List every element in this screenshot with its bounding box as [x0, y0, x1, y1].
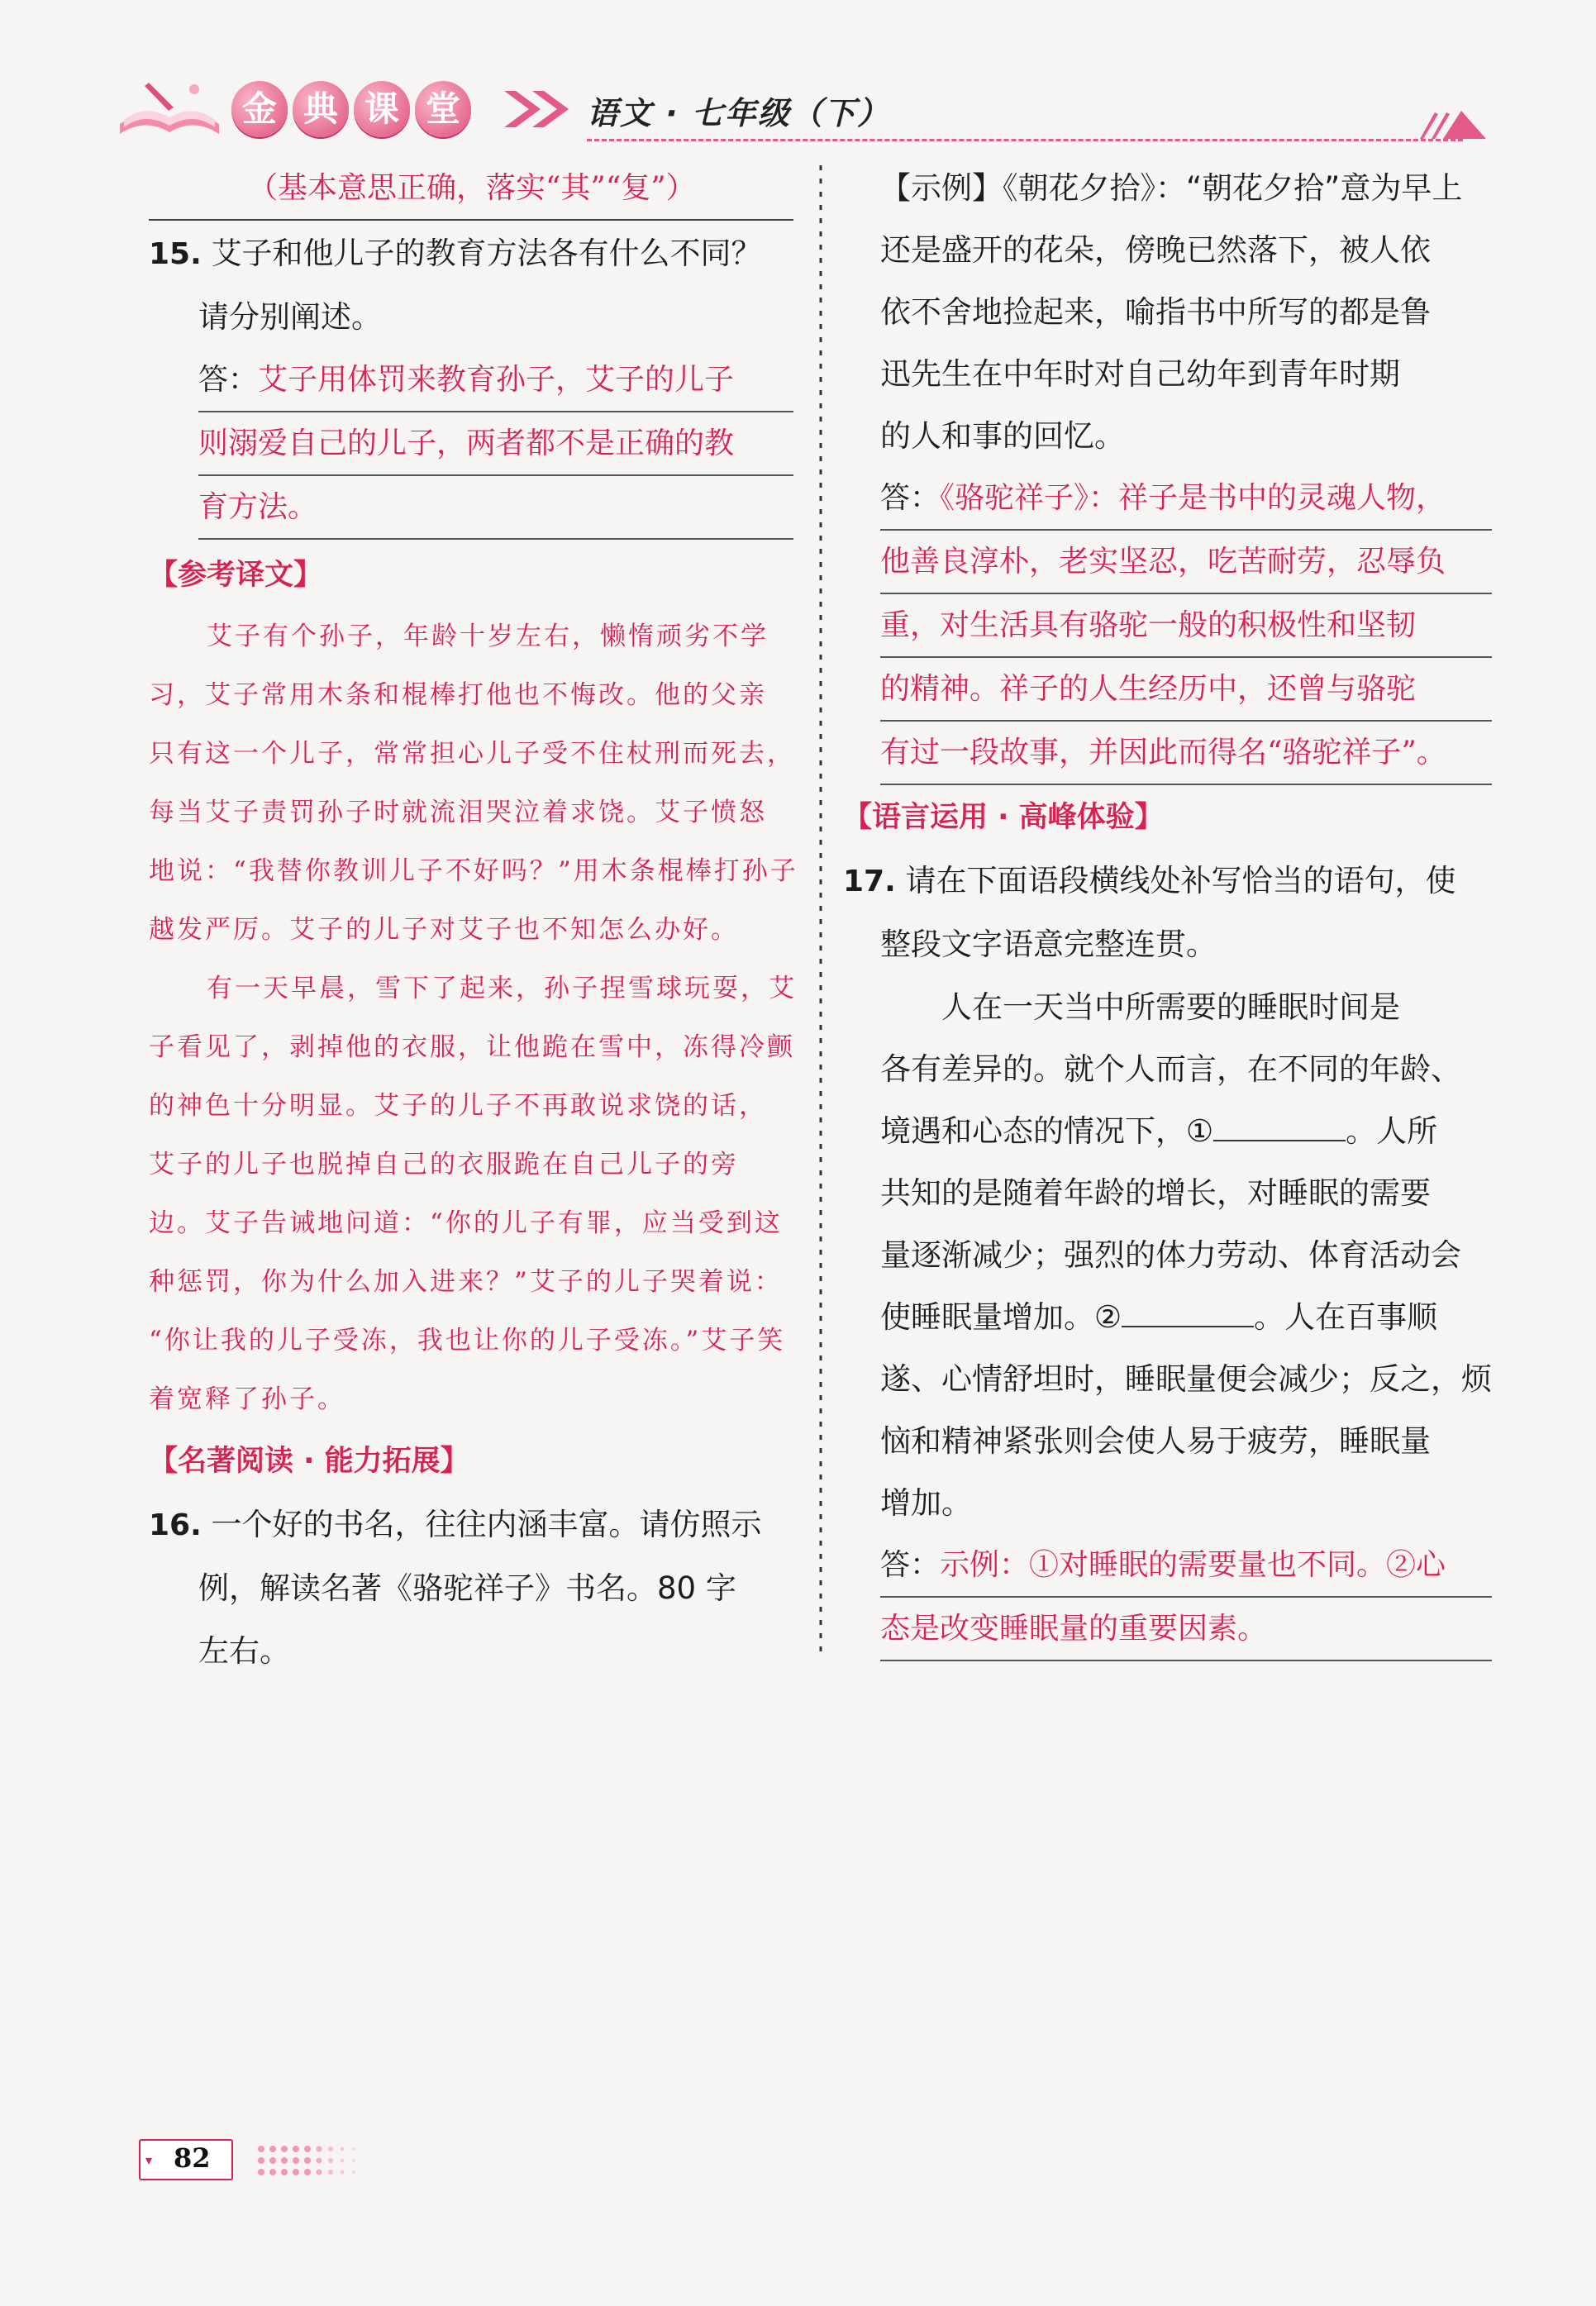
- answer-prefix: 答：: [880, 1548, 941, 1582]
- translation-line: 每当艾子责罚孙子时就流泪哭泣着求饶。艾子愤怒: [149, 798, 767, 827]
- previous-answer: [149, 157, 793, 221]
- question-text: [843, 850, 1492, 913]
- answer-block[interactable]: [880, 467, 1492, 785]
- passage-line: 共知的是随着年龄的增长，对睡眠的需要: [880, 1175, 1431, 1211]
- translation-line: 有一天早晨，雪下了起来，孙子捏雪球玩耍，艾: [207, 974, 797, 1003]
- answer-text: 《骆驼祥子》：祥子是书中的灵魂人物，: [940, 481, 1446, 515]
- question-line: 艾子和他儿子的教育方法各有什么不同？: [211, 236, 762, 271]
- triangle-decoration-icon: [1413, 107, 1488, 141]
- question-16: [149, 1494, 793, 1683]
- triangle-marker-icon: ▾: [145, 2152, 153, 2168]
- question-line: 请在下面语段横线处补写恰当的语句，使: [905, 863, 1456, 898]
- answer-line: 他善良淳朴，老实坚忍，吃苦耐劳，忍辱负: [880, 531, 1492, 594]
- translation-line: 艾子的儿子也脱掉自己的衣服跪在自己儿子的旁: [149, 1150, 739, 1179]
- answer-text: 示例：①对睡眠的需要量也不同。②心: [940, 1548, 1446, 1582]
- translation-line: “你让我的儿子受冻，我也让你的儿子受冻。”艾子笑: [149, 1326, 786, 1355]
- example-line: 依不舍地捡起来，喻指书中所写的都是鲁: [880, 294, 1431, 330]
- passage-line: 各有差异的。就个人而言，在不同的年龄、: [880, 1051, 1461, 1087]
- dot-pattern-decoration: [255, 2142, 469, 2179]
- example-block: [880, 157, 1492, 467]
- brand-char: 金: [231, 81, 288, 137]
- question-line: 整段文字语意完整连贯。: [880, 927, 1217, 962]
- open-book-icon: [116, 74, 223, 141]
- passage-line: 增加。: [880, 1485, 972, 1521]
- answer-line: [880, 1534, 1492, 1598]
- passage-line: [880, 1100, 1492, 1162]
- answer-block[interactable]: [149, 349, 793, 540]
- translation-line: 边。艾子告诫地问道：“你的儿子有罪，应当受到这: [149, 1208, 783, 1238]
- answer-line: （基本意思正确，落实“其”“复”）: [149, 157, 793, 221]
- question-text: [149, 222, 793, 286]
- fill-blank-1[interactable]: [1213, 1117, 1346, 1141]
- passage-text: 。人所: [1346, 1113, 1438, 1149]
- passage-text: 境遇和心态的情况下，①: [880, 1113, 1214, 1149]
- translation-line: 越发严厉。艾子的儿子对艾子也不知怎么办好。: [149, 915, 739, 945]
- translation-line: 只有这一个儿子，常常担心儿子受不住杖刑而死去，: [149, 739, 795, 769]
- double-chevron-right-icon: [496, 84, 587, 134]
- answer-line: 态是改变睡眠量的重要因素。: [880, 1598, 1492, 1661]
- question-line: 请分别阐述。: [198, 299, 382, 335]
- left-column: [149, 157, 798, 1683]
- answer-prefix: 答：: [880, 481, 941, 515]
- question-17: [843, 850, 1492, 1661]
- page-header: [116, 58, 1488, 149]
- question-line: 左右。: [198, 1633, 290, 1669]
- translation-line: 习，艾子常用木条和棍棒打他也不悔改。他的父亲: [149, 680, 767, 710]
- translation-line: 子看见了，剥掉他的衣服，让他跪在雪中，冻得冷颤: [149, 1032, 795, 1062]
- fill-blank-2[interactable]: [1122, 1303, 1254, 1327]
- brand-char: 堂: [415, 81, 471, 137]
- brand-logo: [231, 81, 471, 137]
- answer-line: 有过一段故事，并因此而得名“骆驼祥子”。: [880, 722, 1492, 785]
- answer-prefix: 答：: [198, 363, 259, 397]
- header-divider: [587, 139, 1463, 141]
- example-line: 迅先生在中年时对自己幼年到青年时期: [880, 356, 1400, 392]
- answer-line: [880, 467, 1492, 531]
- translation: [149, 607, 798, 1429]
- section-heading: 【语言运用 · 高峰体验】: [843, 801, 1164, 834]
- answer-line: 则溺爱自己的儿子，两者都不是正确的教: [198, 412, 793, 476]
- section-heading: 【名著阅读 · 能力拓展】: [149, 1445, 469, 1478]
- question-number: 17.: [843, 865, 896, 898]
- example-line: 还是盛开的花朵，傍晚已然落下，被人依: [880, 232, 1431, 268]
- question-text: [149, 1494, 793, 1557]
- section-heading: 【参考译文】: [149, 559, 323, 592]
- example-line: 【示例】《朝花夕拾》：“朝花夕拾”意为早上: [880, 170, 1463, 206]
- question-number: 15.: [149, 237, 202, 271]
- question-line: 例，解读名著《骆驼祥子》书名。80 字: [198, 1570, 736, 1606]
- translation-line: 地说：“我替你教训儿子不好吗？”用木条棍棒打孙子: [149, 856, 798, 886]
- translation-line: 的神色十分明显。艾子的儿子不再敢说求饶的话，: [149, 1091, 767, 1121]
- page-number: 82: [174, 2142, 211, 2174]
- question-15: [149, 222, 793, 540]
- passage-line: 人在一天当中所需要的睡眠时间是: [941, 989, 1400, 1025]
- passage-line: 遂、心情舒坦时，睡眠量便会减少；反之，烦: [880, 1361, 1492, 1397]
- passage-text: 使睡眠量增加。②: [880, 1299, 1122, 1335]
- answer-line: 重，对生活具有骆驼一般的积极性和坚韧: [880, 594, 1492, 658]
- brand-char: 典: [293, 81, 349, 137]
- column-divider: [818, 165, 823, 1653]
- passage-line: [880, 1286, 1492, 1348]
- passage-line: 恼和精神紧张则会使人易于疲劳，睡眠量: [880, 1423, 1431, 1459]
- answer-line: [198, 349, 793, 412]
- answer-text: 艾子用体罚来教育孙子，艾子的儿子: [258, 363, 735, 397]
- answer-block[interactable]: [880, 1534, 1492, 1661]
- question-number: 16.: [149, 1508, 202, 1542]
- brand-char: 课: [354, 81, 410, 137]
- translation-line: 艾子有个孙子，年龄十岁左右，懒惰顽劣不学: [207, 622, 769, 651]
- right-column: [843, 157, 1492, 1661]
- translation-line: 着宽释了孙子。: [149, 1384, 345, 1414]
- page-number-box: [139, 2139, 233, 2180]
- example-line: 的人和事的回忆。: [880, 418, 1125, 454]
- answer-line: 的精神。祥子的人生经历中，还曾与骆驼: [880, 658, 1492, 722]
- subject-title: 语文 · 七年级（下）: [587, 95, 890, 131]
- question-line: 一个好的书名，往往内涵丰富。请仿照示: [211, 1507, 762, 1542]
- translation-line: 种惩罚，你为什么加入进来？”艾子的儿子哭着说：: [149, 1267, 783, 1297]
- passage-text: 。人在百事顺: [1254, 1299, 1438, 1335]
- passage-line: 量逐渐减少；强烈的体力劳动、体育活动会: [880, 1237, 1461, 1273]
- answer-line: 育方法。: [198, 476, 793, 540]
